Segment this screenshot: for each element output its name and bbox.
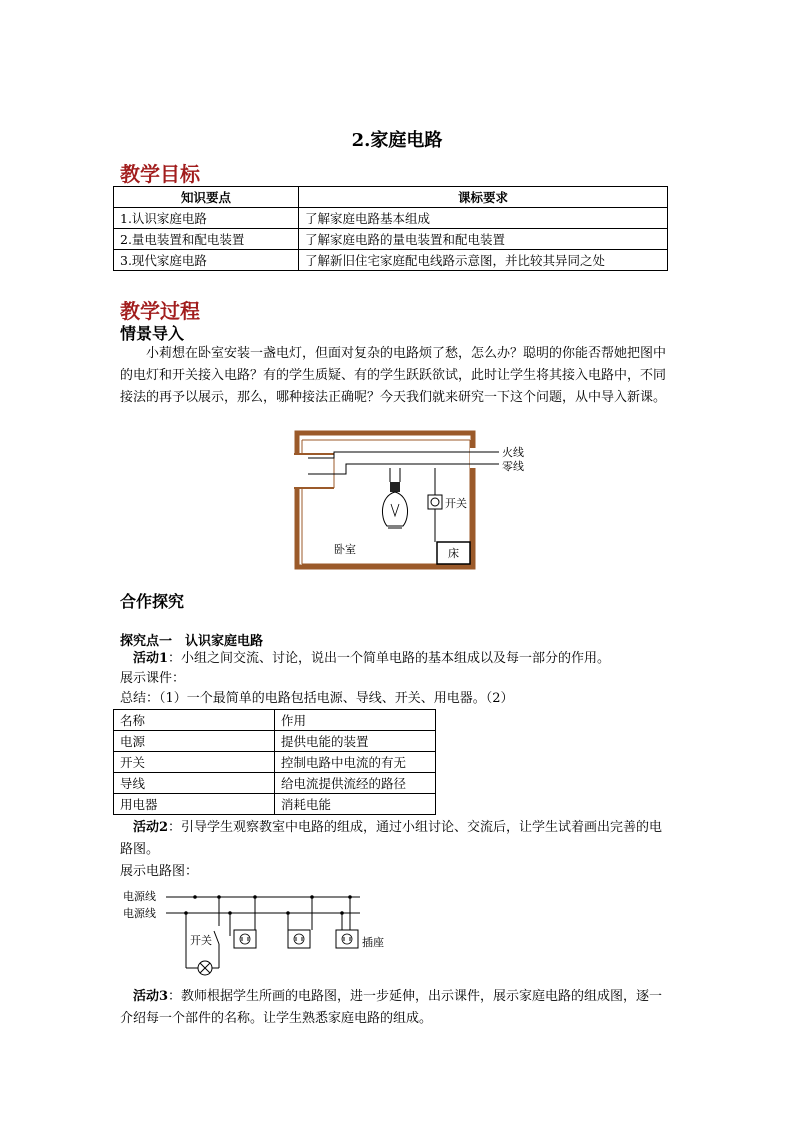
activity-label: 活动2: [133, 820, 169, 835]
explore-point-1: 探究点一 认识家庭电路: [120, 634, 264, 649]
table-cell: 了解家庭电路的量电装置和配电装置: [299, 229, 668, 250]
zero-line-label: 零线: [502, 460, 524, 473]
activity-text: ：引导学生观察教室中电路的组成，通过小组讨论、交流后，让学生试着画出完善的电路图。: [120, 820, 663, 857]
activity-text: ：小组之间交流、讨论，说出一个简单电路的基本组成以及每一部分的作用。: [168, 651, 611, 666]
table-header-row: [114, 710, 436, 731]
show-diagram-label: 展示电路图：: [120, 864, 199, 879]
table-cell: 用电器: [114, 794, 275, 815]
page-title: 2.家庭电路: [351, 130, 443, 151]
table-row: [114, 250, 668, 271]
section-heading-explore: 合作探究: [120, 592, 185, 611]
fire-line-label: 火线: [502, 446, 524, 459]
wall-switch-icon: [428, 495, 442, 509]
bedroom-label: 卧室: [334, 543, 356, 556]
table-header-cell: 课标要求: [299, 187, 668, 208]
table-row: [114, 773, 436, 794]
table-row: [114, 208, 668, 229]
bedroom-circuit-figure: [294, 430, 534, 570]
activity-text: ：教师根据学生所画的电路图，进一步延伸，出示课件，展示家庭电路的组成图，逐一介绍每一个部件的名称。让学生熟悉家庭电路的组成。: [120, 989, 663, 1026]
switch-label: 开关: [445, 497, 467, 510]
section-heading-goals: 教学目标: [120, 162, 200, 186]
intro-paragraph: 小莉想在卧室安装一盏电灯，但面对复杂的电路烦了愁，怎么办？聪明的你能否帮她把图中的电灯和开关接入电路？有的学生质疑、有的学生跃跃欲试，此时让学生将其接入电路中，不同接法的再予以展示，那么，哪种接法正确呢？今天我们就来研究一下这个问题，从中导入新课。: [120, 346, 667, 405]
table-cell: 了解新旧住宅家庭配电线路示意图，并比较其异同之处: [299, 250, 668, 271]
power-line-label-1: 电源线: [123, 890, 156, 903]
table-header-cell: 作用: [275, 710, 436, 731]
table-header-cell: 名称: [114, 710, 275, 731]
socket-icon: [288, 930, 310, 948]
parts-table: [113, 709, 436, 815]
section-heading-process: 教学过程: [120, 299, 200, 323]
table-cell: 2.量电装置和配电装置: [114, 229, 299, 250]
table-row: [114, 731, 436, 752]
table-row: [114, 229, 668, 250]
table-cell: 提供电能的装置: [275, 731, 436, 752]
activity-label: 活动1: [133, 651, 169, 666]
bed-label: 床: [448, 547, 459, 560]
table-cell: 了解家庭电路基本组成: [299, 208, 668, 229]
subheading-intro: 情景导入: [120, 324, 185, 343]
activity-2: [120, 817, 675, 861]
home-circuit-diagram: [120, 886, 400, 980]
table-cell: 导线: [114, 773, 275, 794]
summary-text: 总结：（1）一个最简单的电路包括电源、导线、开关、用电器。（2）: [120, 691, 514, 706]
activity-1: [120, 648, 675, 670]
show-courseware-1: 展示课件：: [120, 671, 186, 686]
table-header-cell: 知识要点: [114, 187, 299, 208]
socket-icon: [336, 930, 358, 948]
goals-table: [113, 186, 668, 271]
table-cell: 开关: [114, 752, 275, 773]
activity-3: [120, 986, 675, 1030]
table-row: [114, 794, 436, 815]
table-cell: 1.认识家庭电路: [114, 208, 299, 229]
table-cell: 3.现代家庭电路: [114, 250, 299, 271]
table-row: [114, 752, 436, 773]
table-cell: 给电流提供流经的路径: [275, 773, 436, 794]
socket-label: 插座: [362, 936, 384, 949]
table-cell: 消耗电能: [275, 794, 436, 815]
switch-blade: [214, 931, 219, 944]
lamp-icon: [198, 961, 212, 975]
table-header-row: [114, 187, 668, 208]
table-cell: 电源: [114, 731, 275, 752]
activity-label: 活动3: [133, 989, 169, 1004]
switch-label: 开关: [190, 934, 212, 947]
table-cell: 控制电路中电流的有无: [275, 752, 436, 773]
power-line-label-2: 电源线: [123, 907, 156, 920]
socket-icon: [234, 930, 256, 948]
